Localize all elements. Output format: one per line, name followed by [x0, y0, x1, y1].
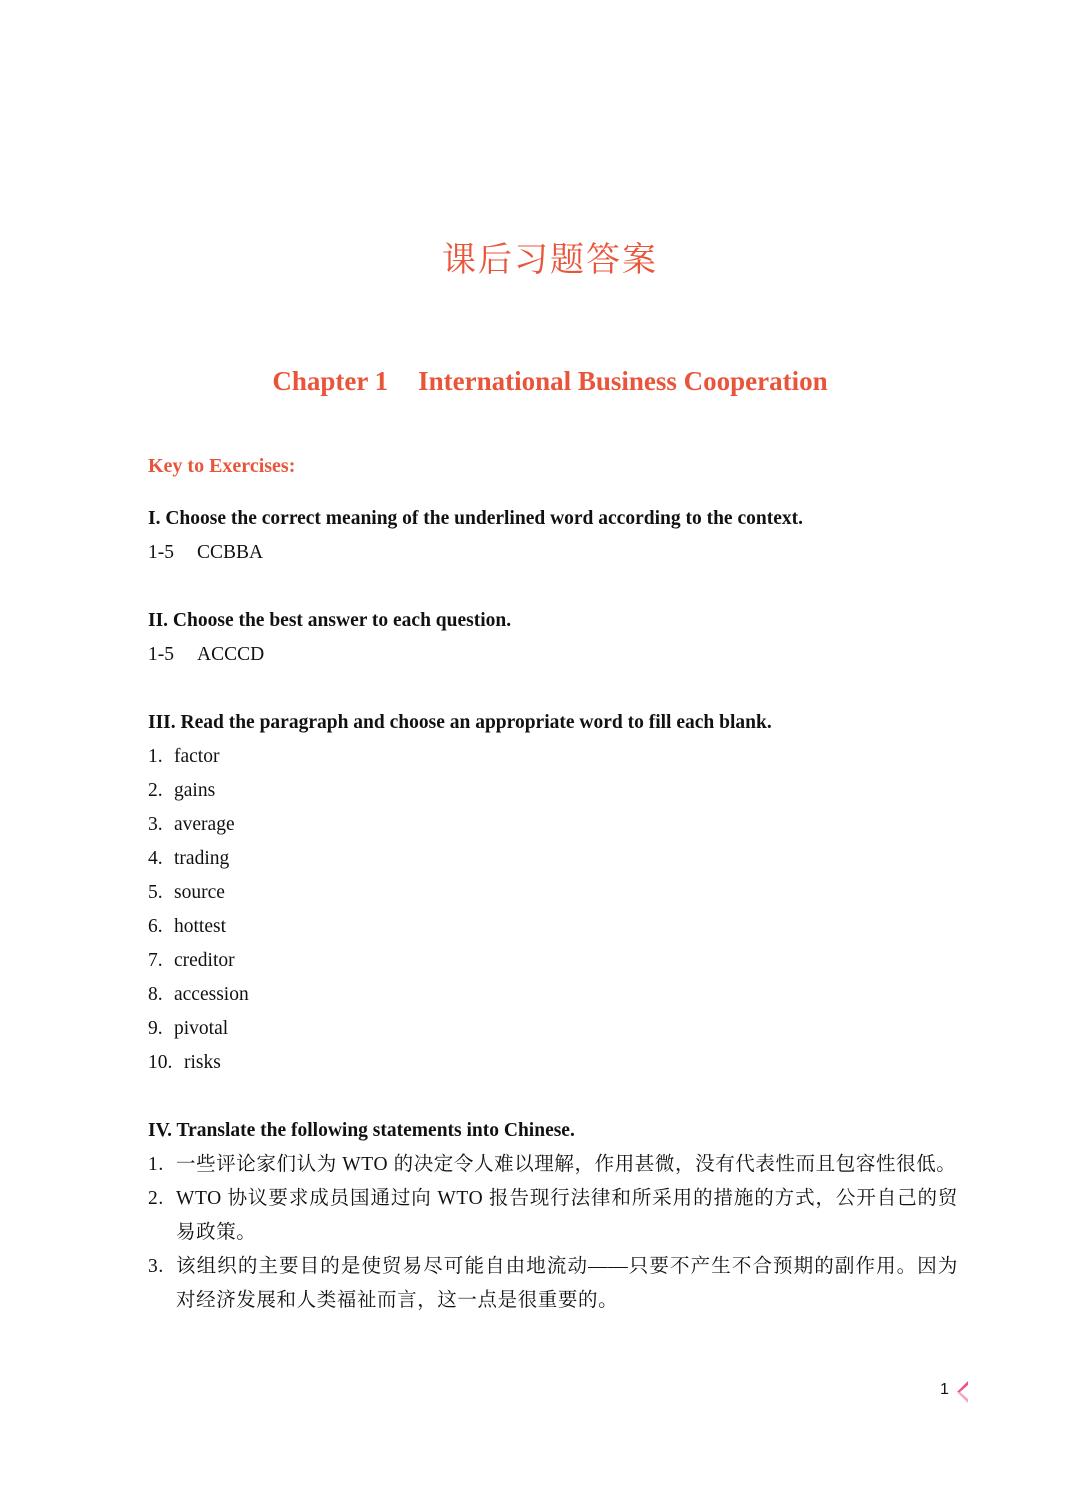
item-text: hottest	[174, 916, 226, 937]
item-number: 3.	[148, 814, 163, 835]
item-number: 4.	[148, 848, 163, 869]
section-4	[148, 1114, 958, 1318]
item-text: source	[174, 882, 225, 903]
answer-range: 1-5	[148, 542, 174, 563]
item-number: 3.	[148, 1256, 164, 1277]
chapter-number: Chapter 1	[272, 366, 389, 396]
answer-line	[148, 536, 958, 570]
section-2	[148, 604, 958, 672]
item-text: 该组织的主要目的是使贸易尽可能自由地流动——只要不产生不合预期的副作用。因为对经济发展和人类福祉而言，这一点是很重要的。	[176, 1256, 958, 1311]
item-text: risks	[184, 1052, 221, 1073]
double-chevron-left-icon	[956, 1380, 970, 1409]
item-number: 1.	[148, 746, 163, 767]
section-heading: IV. Translate the following statements into Chinese.	[148, 1120, 575, 1141]
list-item	[148, 1182, 958, 1250]
fill-blank-answers	[148, 740, 958, 1080]
page-title: 课后习题答案	[442, 240, 658, 280]
chapter-title	[0, 366, 1083, 397]
list-item	[148, 944, 958, 978]
item-text: accession	[174, 984, 249, 1005]
item-text: pivotal	[174, 1018, 229, 1039]
list-item	[148, 1250, 958, 1318]
item-text: creditor	[174, 950, 235, 971]
item-number: 6.	[148, 916, 163, 937]
item-number: 10.	[148, 1052, 173, 1073]
chapter-name: International Business Cooperation	[418, 366, 828, 396]
translation-answers	[148, 1148, 958, 1318]
section-heading: I. Choose the correct meaning of the underlined word according to the context.	[148, 508, 803, 529]
item-number: 1.	[148, 1154, 164, 1175]
item-text: gains	[174, 780, 216, 801]
item-text: trading	[174, 848, 230, 869]
item-number: 8.	[148, 984, 163, 1005]
list-item	[148, 910, 958, 944]
section-heading: III. Read the paragraph and choose an appropriate word to fill each blank.	[148, 712, 772, 733]
list-item	[148, 876, 958, 910]
list-item	[148, 1046, 958, 1080]
item-text: factor	[174, 746, 220, 767]
section-3	[148, 706, 958, 1080]
answer-line	[148, 638, 958, 672]
list-item	[148, 842, 958, 876]
answer-range: 1-5	[148, 644, 174, 665]
list-item	[148, 978, 958, 1012]
list-item	[148, 774, 958, 808]
key-heading: Key to Exercises:	[148, 455, 296, 477]
list-item	[148, 1148, 958, 1182]
item-number: 7.	[148, 950, 163, 971]
answer-key: ACCCD	[197, 644, 265, 665]
item-number: 9.	[148, 1018, 163, 1039]
list-item	[148, 740, 958, 774]
section-heading: II. Choose the best answer to each question.	[148, 610, 512, 631]
answer-key: CCBBA	[197, 542, 264, 563]
item-text: WTO 协议要求成员国通过向 WTO 报告现行法律和所采用的措施的方式，公开自己的贸易政策。	[176, 1188, 958, 1243]
list-item	[148, 1012, 958, 1046]
item-number: 2.	[148, 780, 163, 801]
item-number: 5.	[148, 882, 163, 903]
item-text: 一些评论家们认为 WTO 的决定令人难以理解，作用甚微，没有代表性而且包容性很低。	[176, 1154, 957, 1175]
section-1	[148, 502, 958, 570]
page-number: 1	[940, 1381, 949, 1398]
list-item	[148, 808, 958, 842]
item-number: 2.	[148, 1188, 164, 1209]
item-text: average	[174, 814, 235, 835]
